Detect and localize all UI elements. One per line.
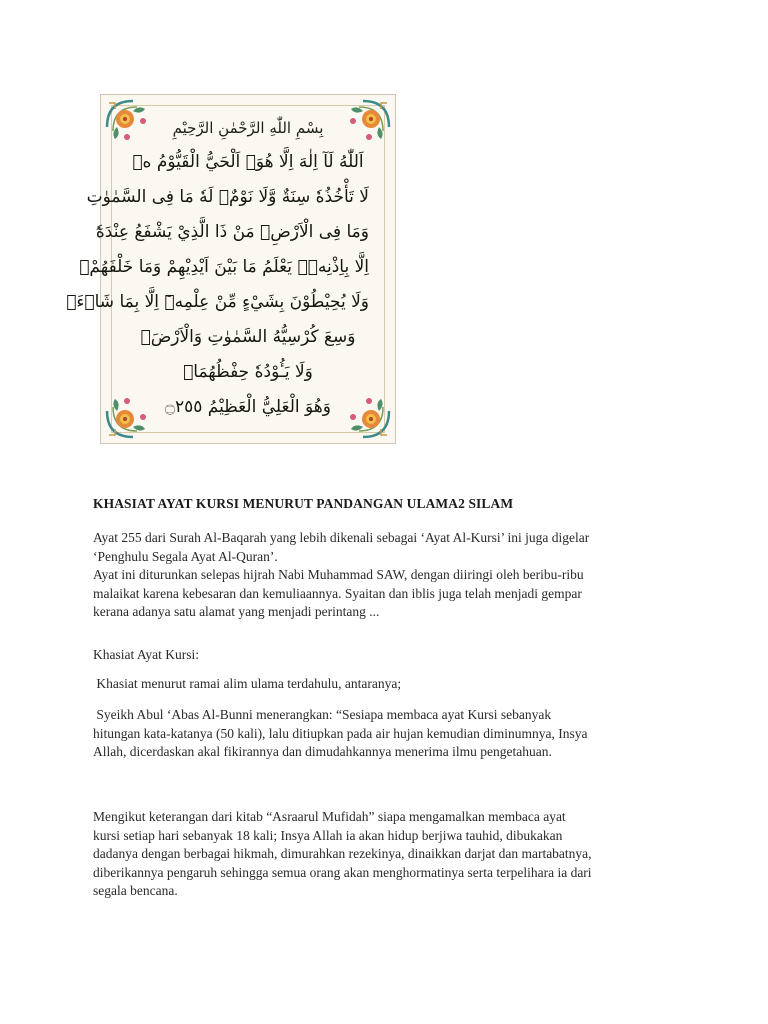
kitab-paragraph [93,808,683,901]
article-heading: KHASIAT AYAT KURSI MENURUT PANDANGAN ULAMA2 SILAM [93,496,514,511]
verse-line: وَمَا فِى الْاَرْضِۗ مَنْ ذَا الَّذِيْ يَشْفَعُ عِنْدَهٗٓ [95,222,369,242]
syeikh-quote-paragraph [93,706,683,762]
paragraph-line: malaikat karena kebesaran dan kemuliaannya. Syaitan dan iblis juga telah menjadi gempar [93,585,582,601]
paragraph-line: hitungan kata-katanya (50 kali), lalu ditiupkan pada air hujan kemudian diminumnya, Insya [93,725,588,741]
verse-line: اِلَّا بِاِذْنِهٖۗ يَعْلَمُ مَا بَيْنَ اَيْدِيْهِمْ وَمَا خَلْفَهُمْۚ [79,257,369,277]
paragraph-line: diberikannya pengaruh sehingga semua orang akan menghormatinya serta terpelihara ia dari [93,864,592,880]
verse-line: وَلَا يُحِيْطُوْنَ بِشَيْءٍ مِّنْ عِلْمِهٖٓ اِلَّا بِمَا شَاۤءَۚ [66,292,369,312]
paragraph-line: Mengikut keterangan dari kitab “Asraarul Mufidah” siapa mengamalkan membaca ayat [93,809,566,824]
ayat-kursi-calligraphy-image [66,94,396,444]
paragraph-line: segala bencana. [93,883,178,898]
verse-line: اَللّٰهُ لَآ اِلٰهَ اِلَّا هُوَۚ اَلْحَيُّ الْقَيُّوْمُ ەۚ [132,152,364,172]
paragraph-line: ‘Penghulu Segala Ayat Al-Quran’. [93,548,278,564]
paragraph-line: Khasiat menurut ramai alim ulama terdahulu, antaranya; [93,676,402,691]
paragraph-line: Syeikh Abul ‘Abas Al-Bunni menerangkan: “Sesiapa membaca ayat Kursi sebanyak [93,707,552,722]
verse-line: وَهُوَ الْعَلِيُّ الْعَظِيْمُ ۝٢٥٥ [165,397,331,417]
paragraph-line: kursi setiap hari sebanyak 18 kali; Insya Allah ia akan hidup berjiwa tauhid, dibukakan [93,827,563,843]
verse-line: وَسِعَ كُرْسِيُّهُ السَّمٰوٰتِ وَالْاَرْضَۚ [140,327,356,347]
verse-line: لَا تَأْخُذُهٗ سِنَةٌ وَّلَا نَوْمٌۗ لَهٗ مَا فِى السَّمٰوٰتِ [86,187,369,207]
intro-paragraph [93,529,683,622]
section-label [93,646,683,665]
paragraph-line: kerana adanya satu alamat yang menjadi perintang ... [93,604,380,619]
paragraph-line: Allah, dicerdaskan akal fikirannya dan dimudahkannya menerima ilmu pengetahuan. [93,744,552,759]
paragraph-line: dadanya dengan berbagai hikmah, dimurahkan rezekinya, dinaikkan darjat dan martabatnya, [93,846,592,861]
verse-line: وَلَا يَـُٔوْدُهٗ حِفْظُهُمَاۚ [183,362,313,382]
paragraph-line: Ayat ini diturunkan selepas hijrah Nabi Muhammad SAW, dengan diiringi oleh beribu-ribu [93,567,584,582]
paragraph-line: Khasiat Ayat Kursi: [93,647,199,662]
khasiat-intro-paragraph [93,675,683,694]
arabic-verses [66,111,369,433]
paragraph-line: Ayat 255 dari Surah Al-Baqarah yang lebih dikenali sebagai ‘Ayat Al-Kursi’ ini juga digelar [93,530,590,545]
basmala-line: بِسْمِ اللّٰهِ الرَّحْمٰنِ الرَّحِيْمِ [172,119,324,137]
